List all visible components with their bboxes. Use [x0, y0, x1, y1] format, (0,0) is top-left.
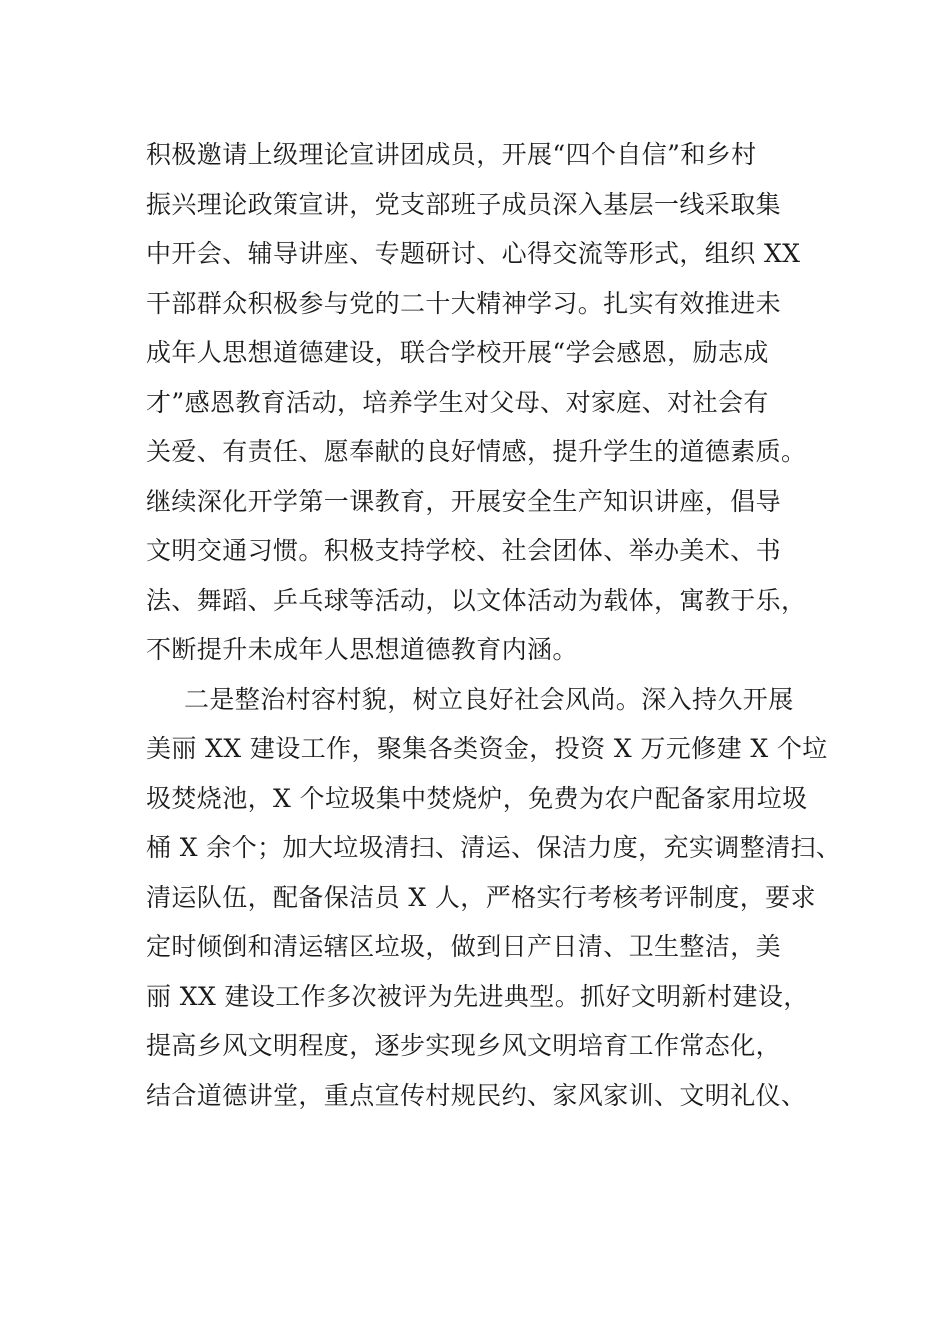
text-line: 成年人思想道德建设，联合学校开展“学会感恩，励志成 — [146, 338, 769, 367]
text-line: 继续深化开学第一课教育，开展安全生产知识讲座，倡导 — [146, 486, 782, 516]
text-line: 二是整治村容村貌，树立良好社会风尚。深入持久开展 — [184, 684, 794, 714]
text-line: 才”感恩教育活动，培养学生对父母、对家庭、对社会有 — [146, 387, 769, 417]
text-line: 提高乡风文明程度，逐步实现乡风文明培育工作常态化， — [146, 1031, 782, 1060]
text-line: 圾焚烧池，X 个垃圾集中焚烧炉，免费为农户配备家用垃圾 — [146, 783, 808, 813]
text-line: 关爱、有责任、愿奉献的良好情感，提升学生的道德素质。 — [146, 437, 807, 466]
text-line: 结合道德讲堂，重点宣传村规民约、家风家训、文明礼仪、 — [146, 1080, 807, 1110]
text-line: 丽 XX 建设工作多次被评为先进典型。抓好文明新村建设， — [146, 981, 809, 1011]
text-line: 定时倾倒和清运辖区垃圾，做到日产日清、卫生整洁，美 — [146, 932, 782, 961]
paragraph-2 — [146, 675, 846, 1121]
text-line: 清运队伍，配备保洁员 X 人，严格实行考核考评制度，要求 — [146, 882, 816, 912]
text-line: 振兴理论政策宣讲，党支部班子成员深入基层一线采取集 — [146, 189, 782, 219]
text-line: 积极邀请上级理论宣讲团成员，开展“四个自信”和乡村 — [146, 140, 757, 169]
text-line: 不断提升未成年人思想道德教育内涵。 — [146, 635, 578, 664]
text-line: 美丽 XX 建设工作，聚集各类资金，投资 X 万元修建 X 个垃 — [146, 734, 828, 763]
paragraph-1 — [146, 130, 846, 675]
document-body — [146, 130, 846, 1120]
text-line: 桶 X 余个；加大垃圾清扫、清运、保洁力度，充实调整清扫、 — [146, 833, 842, 862]
text-line: 文明交通习惯。积极支持学校、社会团体、举办美术、书 — [146, 536, 782, 565]
text-line: 干部群众积极参与党的二十大精神学习。扎实有效推进未 — [146, 288, 782, 318]
text-line: 法、舞蹈、乒乓球等活动，以文体活动为载体，寓教于乐， — [146, 585, 807, 615]
text-line: 中开会、辅导讲座、专题研讨、心得交流等形式，组织 XX — [146, 239, 801, 268]
